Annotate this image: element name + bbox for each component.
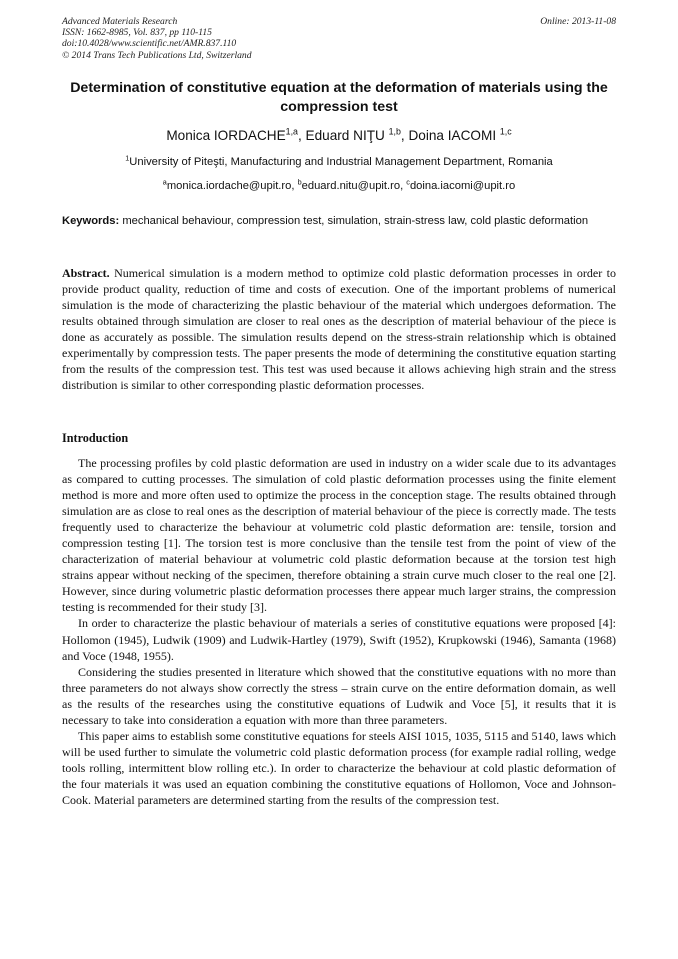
- journal-name: Advanced Materials Research: [62, 16, 178, 27]
- keywords-label: Keywords:: [62, 215, 120, 227]
- body-paragraph: The processing profiles by cold plastic deformation are used in industry on a wider scale due to its advantages as compared to cutting processes. The simulation of cold plastic deformation processes using the finite element method is more and more often used to optimize the process in the conception stage. The results obtained through simulation are as close to real ones as the description of material behaviour of the piece is correctly made. The tests frequently used to characterize the behaviour at volumetric cold plastic deformation are: tensile, torsion and compression testing [1]. The torsion test is more conclusive than the tensile test from the point of view of the characterization of material behaviour at volumetric cold plastic deformation because at the torsion test high strains appear without necking of the specimen, therefore obtaining a strain curve much closer to the real one [2]. However, since during volumetric plastic deformation processes there appear much larger strains, the compression testing is recommended for their study [3].: [62, 456, 616, 615]
- email-address: eduard.nitu@upit.ro: [301, 180, 401, 192]
- author-name: Monica IORDACHE: [166, 128, 286, 143]
- introduction-body: [62, 455, 616, 808]
- paper-title: Determination of constitutive equation at the deformation of materials using the compression test: [70, 80, 608, 115]
- email-address: doina.iacomi@upit.ro: [409, 180, 516, 192]
- email-superscript: c: [406, 177, 410, 187]
- section-heading-introduction: Introduction: [62, 431, 129, 445]
- running-header: [62, 16, 616, 61]
- online-date: Online: 2013-11-08: [540, 16, 616, 27]
- body-paragraph: This paper aims to establish some constitutive equations for steels AISI 1015, 1035, 5115 and 5140, laws which will be used further to simulate the volumetric cold plastic deformation process (for example radial rolling, wedge tools rolling, intermittent blow rolling etc.). In order to characterize the behaviour at cold plastic deformation of the four materials it was used an equation combining the constitutive equations of Hollomon, Voce and Johnson-Cook. Material parameters are determined starting from the results of the compression test.: [62, 728, 616, 807]
- abstract: [62, 265, 616, 393]
- issn-line: ISSN: 1662-8985, Vol. 837, pp 110-115: [62, 27, 212, 39]
- author-emails: $^a$monica.iordache@upit.ro, $^b$eduard.nitu@upit.ro, $^c$doina.iacomi@upit.ro: [162, 177, 516, 192]
- author-superscript: 1,a: [285, 126, 298, 137]
- keywords: [62, 214, 616, 230]
- affiliation-text: University of Piteşti, Manufacturing and Industrial Management Department, Romania: [129, 156, 553, 168]
- affiliation-superscript: 1: [125, 153, 130, 163]
- keywords-text: mechanical behaviour, compression test, simulation, strain-stress law, cold plastic deformation: [122, 215, 589, 227]
- body-paragraph: In order to characterize the plastic behaviour of materials a series of constitutive equations were proposed [4]: Hollomon (1945), Ludwik (1909) and Ludwik-Hartley (1979), Swift (1952), Krupkowski (1946), Samanta (1968) and Voce (1948, 1955).: [62, 616, 616, 663]
- author-name: Doina IACOMI: [408, 128, 497, 143]
- email-superscript: b: [297, 177, 302, 187]
- email-superscript: a: [162, 177, 167, 187]
- abstract-label: Abstract.: [62, 266, 110, 280]
- author-name: Eduard NIŢU: [305, 128, 385, 143]
- affiliation: [62, 155, 616, 170]
- doi-line: doi:10.4028/www.scientific.net/AMR.837.110: [62, 38, 237, 50]
- author-superscript: 1,c: [499, 126, 512, 137]
- author-superscript: 1,b: [388, 126, 401, 137]
- author-list: Monica IORDACHE$^{1,a}$, Eduard NIŢU $^{1,b}$, Doina IACOMI $^{1,c}$: [166, 126, 512, 143]
- email-address: monica.iordache@upit.ro: [166, 180, 292, 192]
- copyright-line: © 2014 Trans Tech Publications Ltd, Switzerland: [62, 49, 252, 61]
- abstract-text: Numerical simulation is a modern method to optimize cold plastic deformation processes in order to provide product quality, reduction of time and costs of execution. One of the important problems of numerical simulation is the mode of characterizing the plastic behaviour of the material which undergoes deformation. The results obtained through simulation are closer to real ones as the description of material behaviour of the piece is done as accurately as possible. The simulation results depend on the stress-strain relationship which is obtained experimentally by compression tests. The paper presents the mode of determining the constitutive equation starting from the results of the compression test. This test was used because it allows achieving high strain and the stress distribution is similar to other corresponding plastic deformation processes.: [62, 266, 617, 393]
- body-paragraph: Considering the studies presented in literature which showed that the constitutive equations with no more than three parameters do not always show correctly the stress – strain curve on the entire deformation domain, as well as the results of the researches using the constitutive equations of Ludwik and Voce [5], it results that it is necessary to take into consideration a equation with more than three parameters.: [62, 664, 616, 727]
